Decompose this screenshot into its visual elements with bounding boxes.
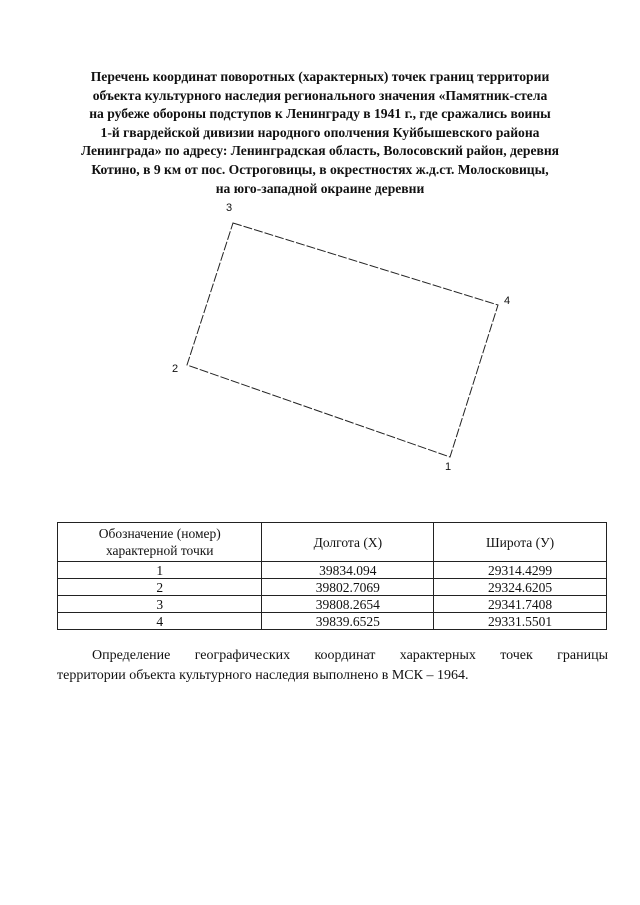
header-point-line: Обозначение (номер) [98,526,221,541]
point-label-1: 1 [445,461,452,473]
table-header-row [58,523,607,562]
table-row [58,613,607,630]
header-point-line: характерной точки [105,543,214,558]
cell-point: 4 [58,613,262,630]
title-line: объекта культурного наследия регионального значения «Памятник-стела [92,87,548,103]
coordinates-table [57,522,607,630]
cell-y: 29331.5501 [434,613,607,630]
title-line: 1-й гвардейской дивизии народного ополчения Куйбышевского района [100,124,540,140]
cell-x: 39808.2654 [262,596,434,613]
cell-point: 1 [58,562,262,579]
title-line: Перечень координат поворотных (характерных) точек границ территории [90,69,550,84]
boundary-plan [160,195,520,485]
table-row [58,596,607,613]
point-label-4: 4 [504,295,511,307]
cell-y: 29341.7408 [434,596,607,613]
table-row [58,562,607,579]
title-line: Котино, в 9 км от пос. Остроговицы, в окрестностях ж.д.ст. Молосковицы, [91,161,549,177]
document-title [40,68,600,198]
table-row [58,579,607,596]
header-point [58,523,262,562]
cell-y: 29324.6205 [434,579,607,596]
header-x: Долгота (X) [262,523,434,562]
coordinate-system-note [57,646,608,686]
cell-y: 29314.4299 [434,562,607,579]
point-label-3: 3 [226,202,233,214]
cell-point: 2 [58,579,262,596]
header-y: Широта (У) [434,523,607,562]
point-label-2: 2 [172,363,179,375]
cell-x: 39834.094 [262,562,434,579]
cell-point: 3 [58,596,262,613]
title-line: на рубеже обороны подступов к Ленинграду в 1941 г., где сражались воины [89,106,551,122]
note-line: Определение географических координат характерных точек границы [92,648,608,663]
title-line: на юго-западной окраине деревни [215,180,425,196]
cell-x: 39802.7069 [262,579,434,596]
cell-x: 39839.6525 [262,613,434,630]
boundary-polygon [187,223,498,457]
note-line: территории объекта культурного наследия выполнено в МСК – 1964. [57,668,469,683]
title-line: Ленинграда» по адресу: Ленинградская область, Волосовский район, деревня [80,143,560,159]
